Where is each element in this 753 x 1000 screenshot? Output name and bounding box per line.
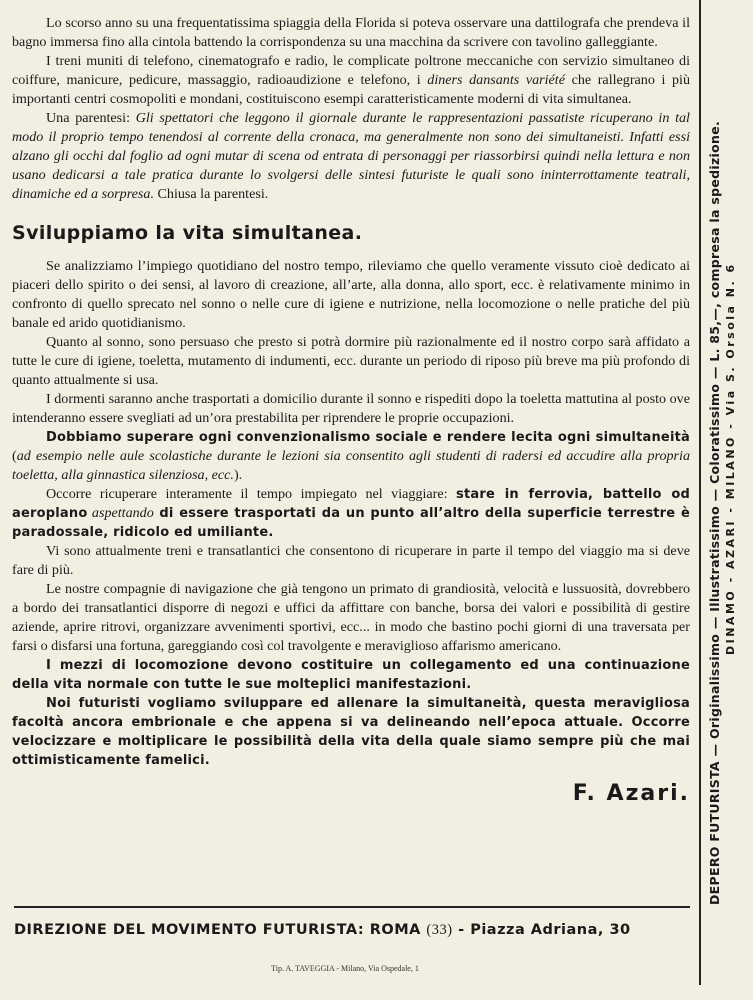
sidebar-line-2: DINAMO - AZARI - MILANO - Via S. Orsola N. 6	[724, 262, 737, 655]
bold-run: stare in ferrovia, battello od aeroplano	[12, 487, 690, 521]
bold-paragraph: I mezzi di locomozione devono costituire un collegamento ed una continuazione della vita normale con tutte le sue molteplici manifestazioni.	[12, 658, 690, 692]
sidebar-line-1: DEPERO FUTURISTA — Originalissimo — Illustratissimo — Coloratissimo — L. 85,—, compresa la spedizione.	[707, 120, 722, 905]
footer-text: DIREZIONE DEL MOVIMENTO FUTURISTA: ROMA	[14, 922, 427, 938]
italic-run: Gli spettatori che leggono il giornale durante le rappresentazioni passatiste ricuperano in tal modo il proprio tempo tenendosi al corrente della cronaca, ma generalmente non sono dei simultaneisti. Infatti essi alzano gli occhi dal foglio ad ogni mutar di scena od entrata di personaggi per riassorbirsi quindi nella lettura e non usano dedicarsi a tale pratica durante lo svolgersi delle sintesi futuriste le quali sono ininterrottamente teatrali, dinamiche ed a sorpresa.	[12, 110, 690, 202]
paragraph	[12, 52, 690, 109]
text-run: che rallegrano i più importanti centri cosmopoliti e mondani, costituiscono esempi caratteristicamente moderni di vita simultanea.	[12, 72, 690, 107]
paragraph: Lo scorso anno su una frequentatissima spiaggia della Florida si poteva osservare una dattilografa che prendeva il bagno immersa fino alla cintola battendo la corrispondenza su una macchina da scrivere con tavolino galleggiante.	[12, 15, 690, 50]
text-run: I treni muniti di telefono, cinematografo e radio, le complicate poltrone meccaniche con servizio simultaneo di coiffure, manicure, pedicure, massaggio, radioaudizione e telefono, i	[12, 53, 690, 88]
paragraph	[12, 109, 690, 204]
text-run: ).	[233, 467, 243, 483]
section-heading: Sviluppiamo la vita simultanea.	[12, 222, 363, 244]
sidebar-divider	[699, 0, 701, 985]
paragraph: Quanto al sonno, sono persuaso che presto si potrà dormire più razionalmente ed il nostro corpo sarà affidato a tutte le cure di igiene, toeletta, mutamento di indumenti, ecc. durante un periodo di riposo più breve ma più profondo di quanto attualmente si usa.	[12, 334, 690, 388]
footer-address	[14, 922, 690, 939]
bold-run: di essere trasportati da un punto all’altro della superficie terrestre è paradossale, ridicolo ed umiliante.	[12, 506, 690, 540]
printer-credit: Tip. A. TAVEGGIA - Milano, Via Ospedale, 1	[271, 964, 419, 973]
text-run: Occorre ricuperare interamente il tempo impiegato nel viaggiare:	[46, 486, 457, 502]
text-run: (	[12, 448, 17, 464]
italic-run: aspettando	[87, 505, 154, 521]
bold-run: Dobbiamo superare ogni convenzionalismo sociale e rendere lecita ogni simultaneità	[46, 430, 690, 445]
paragraph	[12, 428, 690, 485]
paragraph: I dormenti saranno anche trasportati a domicilio durante il sonno e rispediti dopo la toeletta mattutina al posto ove intenderanno essere svegliati ad un’ora prestabilita per riprendere le proprie occupazioni.	[12, 391, 690, 426]
signature: F. Azari.	[572, 781, 690, 806]
footer-text: - Piazza Adriana, 30	[452, 922, 631, 938]
article-column	[12, 14, 690, 806]
italic-run: ad esempio nelle aule scolastiche durante le lezioni sia consentito agli studenti di radersi ed accudire alla propria toeletta, alla ginnastica silenziosa, ecc.	[12, 448, 690, 483]
sidebar-advert	[706, 65, 746, 905]
paragraph: Le nostre compagnie di navigazione che già tengono un primato di grandiosità, velocità e lussuosità, dovrebbero a bordo dei transatlantici disporre di negozi e uffici da affittare con banche, borsa dei valori e possibilità di gestire aziende, aprire ritrovi, organizzare avvenimenti sportivi, ecc... in modo che bastino pochi giorni di una traversata per farsi o disfarsi una fortuna, gareggiando così col travolgente e meraviglioso affarismo americano.	[12, 581, 690, 654]
footer-rule	[14, 906, 690, 908]
paragraph: Vi sono attualmente treni e transatlantici che consentono di ricuperare in parte il tempo del viaggio ma si deve fare di più.	[12, 543, 690, 578]
paragraph: Se analizziamo l’impiego quotidiano del nostro tempo, rileviamo che quello veramente vissuto cioè dedicato ai piaceri dello spirito o dei sensi, al lavoro di creazione, all’arte, alla donna, allo sport, ecc. è relativamente minimo in confronto di quello sprecato nel sonno o nelle cure di igiene e nutrizione, nella locomozione o nelle pratiche del più banale ed arido quotidianismo.	[12, 258, 690, 331]
text-run: Chiusa la parentesi.	[153, 186, 269, 202]
bold-paragraph: Noi futuristi vogliamo sviluppare ed allenare la simultaneità, questa meravigliosa facoltà ancora embrionale e che appena si va delineando nell’epoca attuale. Occorre velocizzare e moltiplicare le possibilità della vita della quale siamo sempre più che mai ottimisticamente famelici.	[12, 696, 690, 768]
paragraph	[12, 485, 690, 542]
footer-number: (33)	[426, 922, 453, 938]
italic-run: diners dansants variété	[427, 72, 565, 88]
text-run: Una parentesi:	[46, 110, 136, 126]
